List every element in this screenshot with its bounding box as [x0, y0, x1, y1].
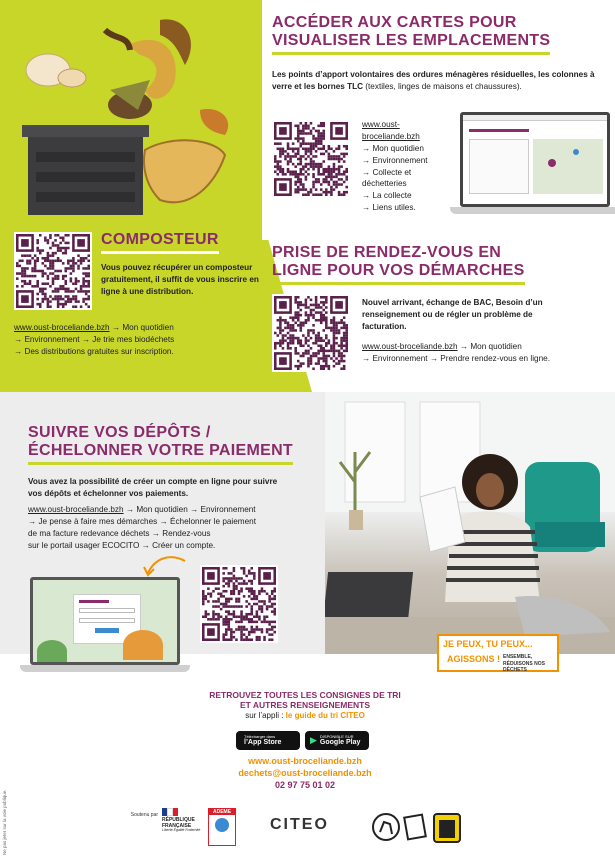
cartes-title-line1: ACCÉDER AUX CARTES POUR — [272, 14, 517, 31]
compost-links: www.oust-broceliande.bzh → Mon quotidien → Environnement → Je trie mes biodéchets → Des distributions gratuites sur inscription. — [14, 323, 175, 356]
soutenu-label: Soutenu par — [130, 812, 158, 818]
woman-photo — [325, 392, 615, 654]
badge-line3: ENSEMBLE, — [503, 654, 533, 660]
cartes-step: → Liens utiles. — [362, 202, 452, 214]
footer-app-prefix: sur l’appli : — [245, 711, 286, 720]
depots-title-line2: ÉCHELONNER VOTRE PAIEMENT — [28, 442, 293, 465]
cartes-body-bold: Les points d’apport volontaires des ordures ménagères résiduelles, les colonnes à verre et les bornes TLC — [272, 70, 595, 91]
footer-app-name: le guide du tri CITEO — [285, 711, 365, 720]
cartes-body-rest: (textiles, linges de maisons et chaussures). — [363, 81, 522, 91]
cartes-url-line1[interactable]: www.oust- — [362, 120, 400, 129]
footer-email[interactable]: dechets@oust-broceliande.bzh — [238, 768, 372, 779]
rdv-links: www.oust-broceliande.bzh → Mon quotidien → Environnement → Prendre rendez-vous en ligne. — [362, 342, 550, 363]
cartes-links — [362, 119, 452, 214]
footer-title-line2: ET AUTRES RENSEIGNEMENTS — [239, 700, 371, 710]
rdv-title — [272, 244, 607, 285]
rdv-qr-code[interactable] — [272, 294, 350, 372]
compost-body: Vous pouvez récupérer un composteur gratuitement, il suffit de vous inscrire en ligne à une distribution. — [101, 263, 259, 296]
cartes-steps — [362, 143, 452, 214]
laptop-map-base — [450, 207, 615, 214]
republique-logo: RÉPUBLIQUE FRANÇAISE Liberté Égalité Fraternité — [162, 808, 204, 848]
rdv-body: Nouvel arrivant, échange de BAC, Besoin d’un renseignement ou de régler un problème de facturation. — [362, 298, 543, 331]
cartes-step: → Collecte et déchetteries — [362, 167, 452, 191]
cartes-url-line2[interactable]: broceliande.bzh — [362, 131, 420, 141]
google-play-button[interactable]: ▶ DISPONIBLE SUR Google Play — [305, 731, 369, 750]
cartes-title-line2: VISUALISER LES EMPLACEMENTS — [272, 32, 550, 55]
badge-line2: AGISSONS ! — [447, 654, 501, 664]
compost-illustration — [10, 10, 250, 225]
cartes-title — [272, 14, 602, 55]
play-icon: ▶ — [310, 735, 317, 745]
rdv-title-line1: PRISE DE RENDEZ-VOUS EN — [272, 244, 502, 261]
cartes-body — [272, 69, 597, 93]
depots-links: www.oust-broceliande.bzh → Mon quotidien → Environnement → Je pense à faire mes démarches → Échelonner le paiement de ma facture redevance déchets → Rendez-vous sur le portail usager ECOCITO → Créer un compte. — [28, 505, 257, 550]
app-store-button[interactable]: Télécharger dans l’App Store — [236, 731, 300, 750]
cartes-qr-code[interactable] — [272, 120, 350, 198]
credits-vertical: Ne pas jeter sur la voie publique. — [2, 789, 7, 855]
badge-line1: JE PEUX, TU PEUX... — [443, 639, 533, 649]
citeo-logo: CITEO — [270, 816, 329, 833]
laptop-map-screen — [460, 112, 610, 207]
footer-info — [150, 690, 460, 720]
compost-url[interactable]: www.oust-broceliande.bzh — [14, 323, 110, 332]
rdv-url[interactable]: www.oust-broceliande.bzh — [362, 342, 458, 351]
tri-icons-logo — [372, 810, 472, 844]
depots-title-line1: SUIVRE VOS DÉPÔTS / — [28, 424, 211, 441]
curved-arrow-icon — [140, 553, 190, 588]
depots-title — [28, 424, 328, 465]
ademe-logo: ADEME — [208, 808, 236, 846]
agissons-badge — [437, 634, 559, 672]
depots-url[interactable]: www.oust-broceliande.bzh — [28, 505, 124, 514]
laptop-ecocito-screen — [30, 577, 180, 665]
footer-website[interactable]: www.oust-broceliande.bzh — [248, 756, 362, 766]
rdv-title-line2: LIGNE POUR VOS DÉMARCHES — [272, 262, 525, 285]
cartes-step: → Mon quotidien — [362, 143, 452, 155]
cartes-step: → Environnement — [362, 155, 452, 167]
footer-contact — [150, 755, 460, 791]
depots-body: Vous avez la possibilité de créer un compte en ligne pour suivre vos dépôts et échelonner vos paiements. — [28, 477, 278, 498]
depots-qr-code[interactable] — [200, 565, 278, 643]
footer-phone: 02 97 75 01 02 — [274, 780, 336, 791]
badge-line4: RÉDUISONS NOS DÉCHETS — [503, 661, 545, 673]
cartes-step: → La collecte — [362, 190, 452, 202]
compost-title: COMPOSTEUR — [101, 231, 219, 254]
laptop-ecocito-base — [20, 665, 190, 672]
compost-qr-code[interactable] — [14, 232, 92, 310]
footer-title-line1: RETROUVEZ TOUTES LES CONSIGNES DE TRI — [209, 690, 401, 700]
